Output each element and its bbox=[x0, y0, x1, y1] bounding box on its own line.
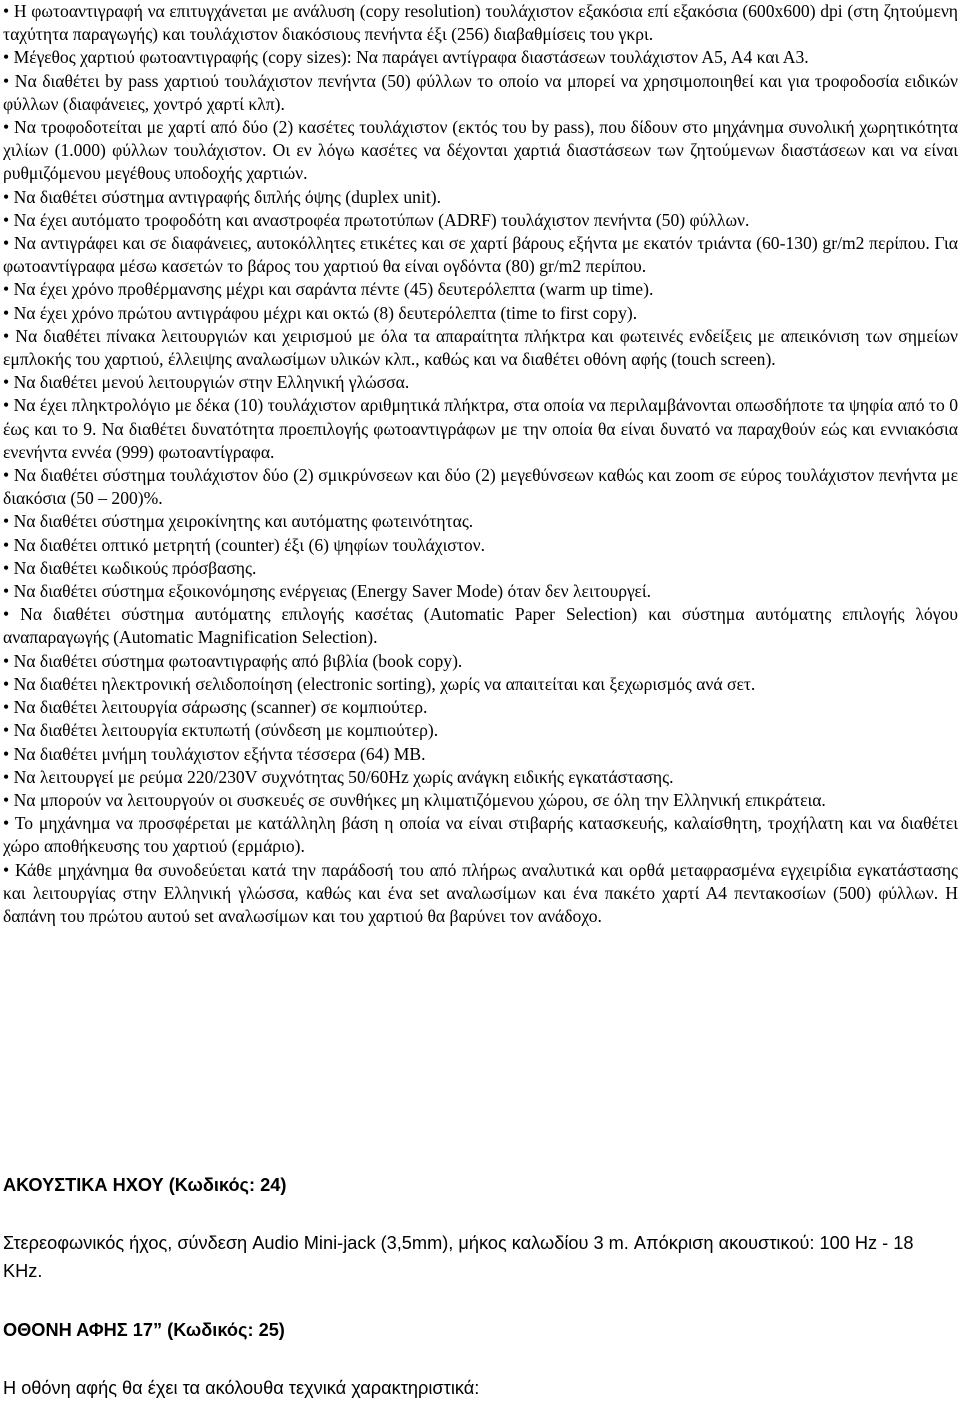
bullet-glyph: • bbox=[3, 372, 10, 393]
spec-item-text: Να διαθέτει by pass χαρτιού τουλάχιστον πενήντα (50) φύλλων το οποίο να μπορεί να χρησιμοποιηθεί και για τροφοδοσία ειδικών φύλλων (διαφάνειες, χοντρό χαρτί κλπ). bbox=[3, 70, 958, 114]
spec-item-text: Να διαθέτει ηλεκτρονική σελιδοποίηση (electronic sorting), χωρίς να απαιτείται και ξεχωρισμός ανά σετ. bbox=[13, 673, 756, 694]
bullet-glyph: • bbox=[3, 720, 10, 741]
bullet-glyph: • bbox=[3, 186, 10, 207]
spec-item-text: Να διαθέτει σύστημα αντιγραφής διπλής όψης (duplex unit). bbox=[13, 186, 442, 207]
spec-item-text: Να διαθέτει μενού λειτουργιών στην Ελληνική γλώσσα. bbox=[13, 372, 410, 393]
bullet-glyph: • bbox=[3, 1, 10, 21]
spec-item-text: Κάθε μηχάνημα θα συνοδεύεται κατά την παράδοσή του από πλήρως αναλυτικά και ορθά μεταφρασμένα εγχειρίδια εγκατάστασης και λειτουργίας στην Ελληνική γλώσσα, καθώς και ένα set αναλωσίμων και ένα πακέτο χαρτί Α4 πεντακοσίων (500) φύλλων. Η δαπάνη του πρώτου αυτού set αναλωσίμων και του χαρτιού θα βαρύνει τον ανάδοχο. bbox=[3, 859, 958, 926]
spec-item-text: Να διαθέτει σύστημα εξοικονόμησης ενέργειας (Energy Saver Mode) όταν δεν λειτουργεί. bbox=[13, 581, 652, 602]
bullet-glyph: • bbox=[3, 325, 10, 346]
bullet-glyph: • bbox=[3, 70, 10, 91]
bullet-glyph: • bbox=[3, 465, 10, 486]
spec-item-text: Να διαθέτει σύστημα φωτοαντιγραφής από βιβλία (book copy). bbox=[13, 650, 463, 671]
spec-item bbox=[3, 789, 958, 812]
spec-item bbox=[3, 46, 958, 69]
spec-item-text: Να λειτουργεί με ρεύμα 220/230V συχνότητας 50/60Hz χωρίς ανάγκη ειδικής εγκατάστασης. bbox=[13, 766, 674, 787]
bullet-glyph: • bbox=[3, 859, 10, 880]
bullet-glyph: • bbox=[3, 279, 10, 300]
spec-item-text: Να διαθέτει οπτικό μετρητή (counter) έξι (6) ψηφίων τουλάχιστον. bbox=[13, 534, 486, 555]
bullet-glyph: • bbox=[3, 209, 10, 230]
spec-item bbox=[3, 534, 958, 557]
spec-item-text: Η φωτοαντιγραφή να επιτυγχάνεται με ανάλυση (copy resolution) τουλάχιστον εξακόσια επί εξακόσια (600x600) dpi (στη ζητούμενη ταχύτητα παραγωγής) και τουλάχιστον διακόσιους πενήντα έξι (256) διαβαθμίσεις του γκρι. bbox=[3, 1, 958, 45]
spec-item bbox=[3, 371, 958, 394]
bullet-glyph: • bbox=[3, 581, 10, 602]
bullet-glyph: • bbox=[3, 789, 10, 810]
spec-item bbox=[3, 580, 958, 603]
spec-item bbox=[3, 325, 958, 371]
spec-item bbox=[3, 603, 958, 649]
spec-item bbox=[3, 719, 958, 742]
bullet-glyph: • bbox=[3, 395, 10, 416]
bullet-glyph: • bbox=[3, 766, 10, 787]
spec-item bbox=[3, 673, 958, 696]
spec-item bbox=[3, 743, 958, 766]
spec-item bbox=[3, 302, 958, 325]
bullet-glyph: • bbox=[3, 673, 10, 694]
spec-item bbox=[3, 510, 958, 533]
spec-item-text: Να διαθέτει λειτουργία σάρωσης (scanner) σε κομπιούτερ. bbox=[13, 697, 428, 718]
bullet-glyph: • bbox=[3, 47, 10, 68]
spec-item-text: Να διαθέτει λειτουργία εκτυπωτή (σύνδεση με κομπιούτερ). bbox=[13, 720, 439, 741]
bullet-glyph: • bbox=[3, 650, 10, 671]
spec-item bbox=[3, 0, 958, 46]
copier-spec-list bbox=[3, 0, 958, 928]
bullet-glyph: • bbox=[3, 697, 10, 718]
spec-item-text: Να έχει χρόνο προθέρμανσης μέχρι και σαράντα πέντε (45) δευτερόλεπτα (warm up time). bbox=[13, 279, 654, 300]
spec-item bbox=[3, 70, 958, 116]
spec-item-text: Να έχει αυτόματο τροφοδότη και αναστροφέα πρωτοτύπων (ADRF) τουλάχιστον πενήντα (50) φύλλων. bbox=[13, 209, 750, 230]
spec-item bbox=[3, 209, 958, 232]
spec-item-text: Να έχει χρόνο πρώτου αντιγράφου μέχρι και οκτώ (8) δευτερόλεπτα (time to first copy). bbox=[13, 302, 638, 323]
section-text-touchscreen: Η οθόνη αφής θα έχει τα ακόλουθα τεχνικά χαρακτηριστικά: bbox=[3, 1378, 480, 1398]
spec-item bbox=[3, 766, 958, 789]
spec-item bbox=[3, 394, 958, 464]
spec-item bbox=[3, 278, 958, 301]
spec-item-text: Να μπορούν να λειτουργούν οι συσκευές σε συνθήκες μη κλιματιζόμενου χώρου, σε όλη την Ελληνική επικράτεια. bbox=[13, 789, 826, 810]
spec-item-text: Να αντιγράφει και σε διαφάνειες, αυτοκόλλητες ετικέτες και σε χαρτί βάρους εξήντα με εκατόν τριάντα (60-130) gr/m2 περίπου. Για φωτοαντίγραφα μέσω κασετών το βάρος του χαρτιού θα είναι ογδόντα (80) gr/m2 περίπου. bbox=[3, 233, 958, 277]
spec-item bbox=[3, 812, 958, 858]
section-text-audio: Στερεοφωνικός ήχος, σύνδεση Audio Mini-jack (3,5mm), μήκος καλωδίου 3 m. Απόκριση ακουστικού: 100 Hz - 18 KHz. bbox=[3, 1233, 914, 1281]
spec-item-text: Να διαθέτει κωδικούς πρόσβασης. bbox=[13, 557, 257, 578]
spec-item-text: Να διαθέτει πίνακα λειτουργιών και χειρισμού με όλα τα απαραίτητα πλήκτρα και φωτεινές ενδείξεις με απεικόνιση των σημείων εμπλοκής του χαρτιού, έλλειψης αναλωσίμων υλικών κλπ., καθώς και να διαθέτει οθόνη αφής (touch screen). bbox=[3, 325, 958, 370]
spec-item-text: Να έχει πληκτρολόγιο με δέκα (10) τουλάχιστον αριθμητικά πλήκτρα, στα οποία να περιλαμβάνονται οπωσδήποτε τα ψηφία από το 0 έως και το 9. Να διαθέτει δυνατότητα προεπιλογής φωτοαντιγράφων με την οποία θα είναι δυνατό να παραχθούν εώς και εννιακόσια ενενήντα εννέα (999) φωτοαντίγραφα. bbox=[3, 395, 958, 462]
spec-item-text: Να διαθέτει σύστημα αυτόματης επιλογής κασέτας (Automatic Paper Selection) και σύστημα αυτόματης επιλογής λόγου αναπαραγωγής (Automatic Magnification Selection). bbox=[3, 604, 958, 648]
bullet-glyph: • bbox=[3, 813, 10, 834]
section-heading-touchscreen: ΟΘΟΝΗ ΑΦΗΣ 17” (Κωδικός: 25) bbox=[3, 1320, 285, 1340]
spec-item-text: Το μηχάνημα να προσφέρεται με κατάλληλη βάση η οποία να είναι στιβαρής κατασκευής, καλαίσθητη, τροχήλατη και να διαθέτει χώρο αποθήκευσης του χαρτιού (ερμάριο). bbox=[3, 813, 958, 857]
spec-item-text: Να τροφοδοτείται με χαρτί από δύο (2) κασέτες τουλάχιστον (εκτός του by pass), που δίδουν στο μηχάνημα συνολική χωρητικότητα χιλίων (1.000) φύλλων τουλάχιστον. Οι εν λόγω κασέτες να δέχονται χαρτιά διαστάσεων των ζητούμενων διαστάσεων και να είναι ρυθμιζόμενου μεγέθους υποδοχής χαρτιών. bbox=[3, 117, 958, 184]
spec-item bbox=[3, 859, 958, 929]
bullet-glyph: • bbox=[3, 117, 10, 138]
bullet-glyph: • bbox=[3, 534, 10, 555]
spec-item-text: Να διαθέτει μνήμη τουλάχιστον εξήντα τέσσερα (64) MB. bbox=[13, 743, 426, 764]
spec-item-text: Μέγεθος χαρτιού φωτοαντιγραφής (copy sizes): Να παράγει αντίγραφα διαστάσεων τουλάχιστον Α5, Α4 και Α3. bbox=[13, 47, 809, 68]
spec-item bbox=[3, 232, 958, 278]
spec-item bbox=[3, 557, 958, 580]
spec-item-text: Να διαθέτει σύστημα τουλάχιστον δύο (2) σμικρύνσεων και δύο (2) μεγεθύνσεων καθώς και zoom σε εύρος τουλάχιστον πενήντα με διακόσια (50 – 200)%. bbox=[3, 465, 958, 509]
spec-item bbox=[3, 186, 958, 209]
bullet-glyph: • bbox=[3, 511, 10, 532]
bullet-glyph: • bbox=[3, 233, 10, 254]
spec-item bbox=[3, 650, 958, 673]
bullet-glyph: • bbox=[3, 302, 10, 323]
bullet-glyph: • bbox=[3, 604, 10, 625]
spec-item bbox=[3, 696, 958, 719]
bullet-glyph: • bbox=[3, 743, 10, 764]
spec-item bbox=[3, 116, 958, 186]
spec-item bbox=[3, 464, 958, 510]
section-heading-audio: ΑΚΟΥΣΤΙΚΑ ΗΧΟΥ (Κωδικός: 24) bbox=[3, 1175, 287, 1195]
bullet-glyph: • bbox=[3, 557, 10, 578]
spec-item-text: Να διαθέτει σύστημα χειροκίνητης και αυτόματης φωτεινότητας. bbox=[13, 511, 474, 532]
